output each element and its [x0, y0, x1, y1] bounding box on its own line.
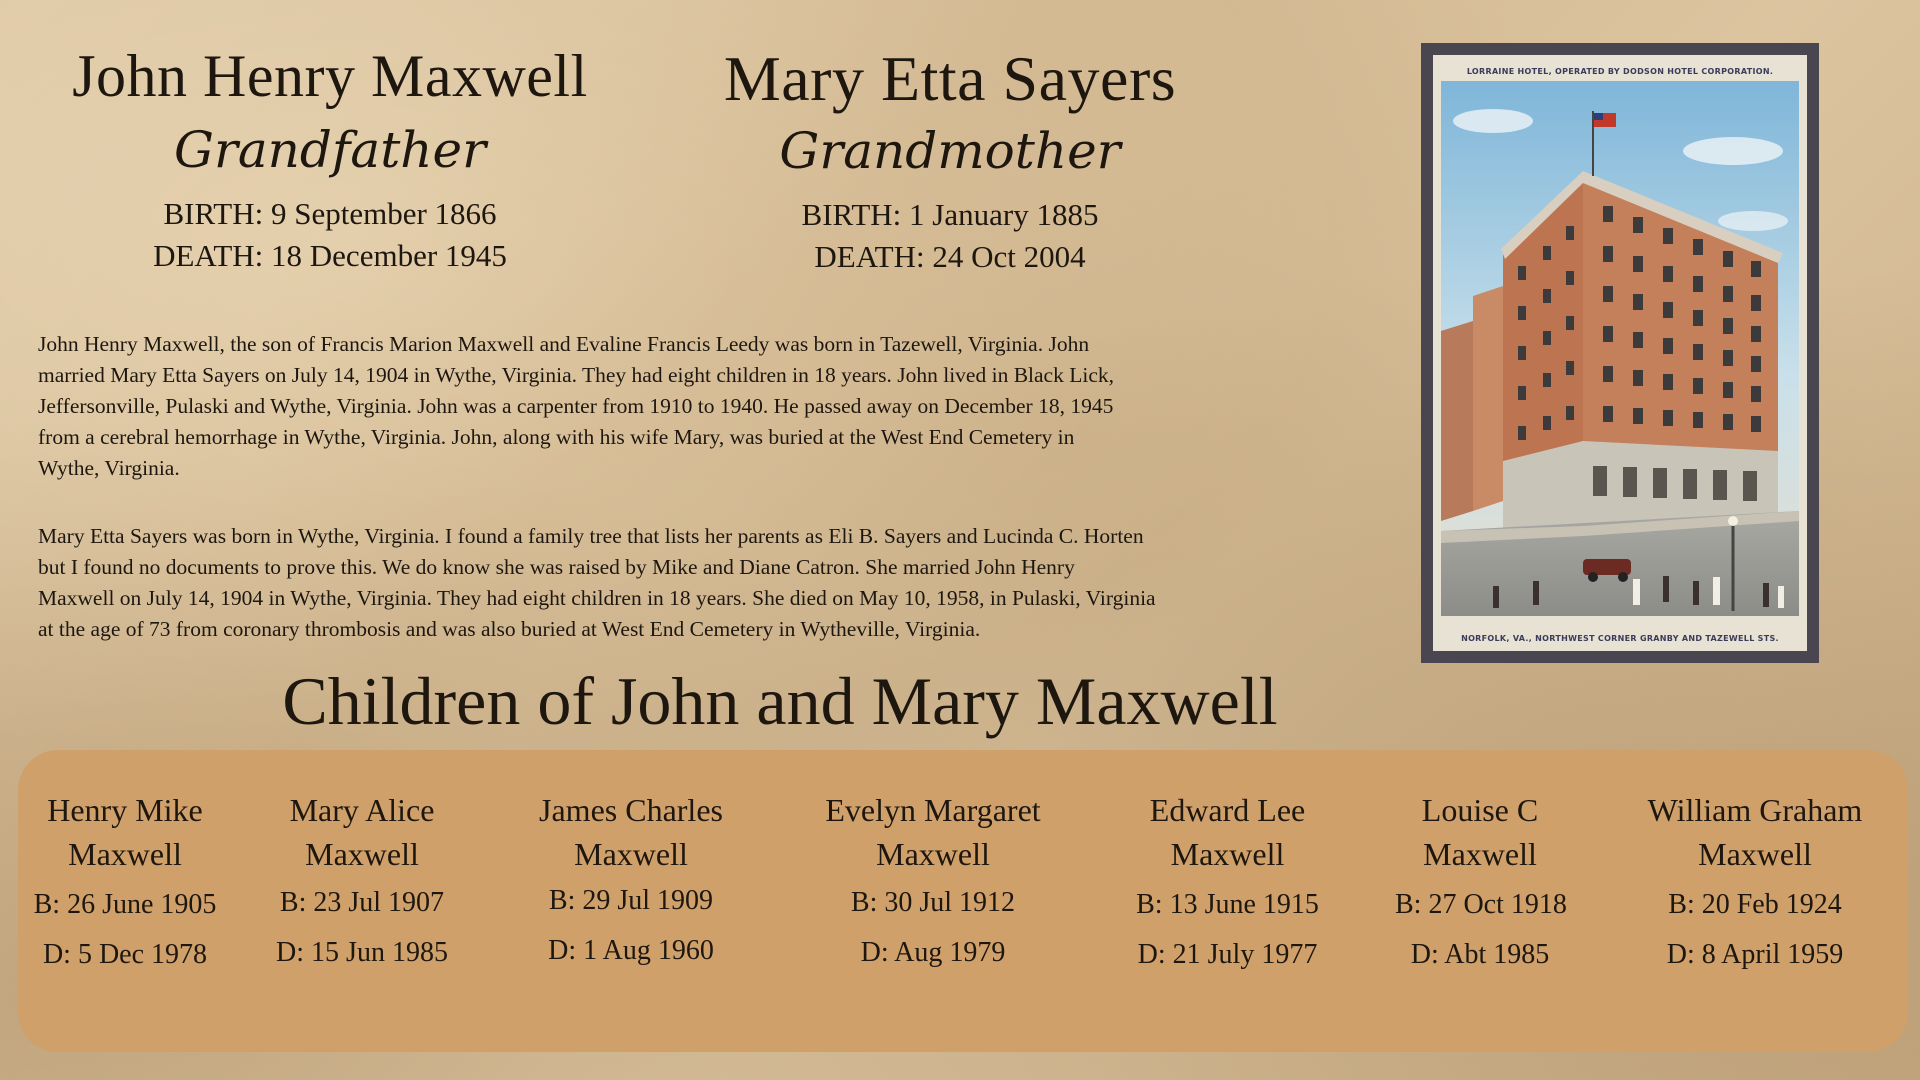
child-first-name: William Graham	[1647, 792, 1863, 828]
bio-mary-line: at the age of 73 from coronary thrombosis and was also buried at West End Cemetery in Wytheville, Virginia.	[38, 617, 981, 641]
child-edward-lee	[1120, 788, 1335, 980]
child-evelyn-margaret	[808, 788, 1058, 978]
bio-john-line: married Mary Etta Sayers on July 14, 1904 in Wythe, Virginia. They had eight children in 18 years. John lived in Black Lick,	[38, 363, 1114, 387]
bio-john-line: Wythe, Virginia.	[38, 456, 180, 480]
child-mary-alice	[262, 788, 462, 978]
child-last-name: Maxwell	[1170, 836, 1285, 872]
child-birth: B: 30 Jul 1912	[850, 887, 1016, 918]
child-first-name: James Charles	[539, 792, 723, 828]
child-death: D: 5 Dec 1978	[42, 939, 208, 970]
child-death: D: Aug 1979	[860, 937, 1006, 968]
child-birth: B: 23 Jul 1907	[279, 887, 445, 918]
child-first-name: Mary Alice	[289, 792, 435, 828]
child-first-name: Edward Lee	[1149, 792, 1306, 828]
bio-mary-line: but I found no documents to prove this. We do know she was raised by Mike and Diane Catron. She married John Henry	[38, 555, 1075, 579]
child-last-name: Maxwell	[305, 836, 419, 872]
child-death: D: 8 April 1959	[1666, 939, 1844, 970]
postcard-caption-bottom: NORFOLK, VA., NORTHWEST CORNER GRANBY AND TAZEWELL STS.	[1461, 634, 1779, 643]
bio-john-line: John Henry Maxwell, the son of Francis Marion Maxwell and Evaline Francis Leedy was born in Tazewell, Virginia. John	[38, 332, 1090, 356]
grandfather-birth: BIRTH: 9 September 1866	[163, 196, 497, 231]
child-birth: B: 29 Jul 1909	[548, 885, 714, 916]
grandmother-name: Mary Etta Sayers	[723, 43, 1177, 114]
grandmother-death: DEATH: 24 Oct 2004	[814, 239, 1086, 274]
child-last-name: Maxwell	[1698, 836, 1812, 872]
hotel-illustration	[1433, 81, 1807, 641]
child-death: D: 1 Aug 1960	[548, 935, 714, 966]
grandmother-role: Grandmother	[779, 122, 1121, 180]
child-first-name: Louise C	[1421, 792, 1539, 828]
bio-mary-line: Maxwell on July 14, 1904 in Wythe, Virginia. They had eight children in 18 years. She died on May 10, 1958, in Pulaski, Virginia	[38, 586, 1156, 610]
hotel-postcard	[1421, 43, 1819, 663]
child-death: D: 15 Jun 1985	[276, 937, 448, 968]
child-birth: B: 26 June 1905	[33, 889, 217, 920]
children-title: Children of John and Mary Maxwell	[282, 663, 1278, 739]
grandfather-death: DEATH: 18 December 1945	[153, 238, 507, 273]
grandmother-section	[660, 42, 1240, 278]
child-james-charles	[520, 788, 742, 976]
child-henry-mike	[30, 788, 220, 980]
child-last-name: Maxwell	[876, 836, 990, 872]
child-death: D: 21 July 1977	[1137, 939, 1318, 970]
child-louise-c	[1395, 788, 1565, 980]
bio-mary	[38, 521, 1338, 645]
grandfather-name: John Henry Maxwell	[72, 43, 588, 109]
child-william-graham	[1630, 788, 1880, 980]
child-last-name: Maxwell	[1423, 836, 1537, 872]
bio-john	[38, 329, 1338, 484]
child-first-name: Henry Mike	[47, 792, 203, 828]
grandfather-section	[60, 42, 600, 277]
bio-john-line: from a cerebral hemorrhage in Wythe, Virginia. John, along with his wife Mary, was buried at the West End Cemetery in	[38, 425, 1075, 449]
postcard-caption-top: LORRAINE HOTEL, OPERATED BY DODSON HOTEL CORPORATION.	[1466, 67, 1774, 76]
bio-mary-line: Mary Etta Sayers was born in Wythe, Virginia. I found a family tree that lists her parents as Eli B. Sayers and Lucinda C. Horten	[38, 524, 1144, 548]
child-death: D: Abt 1985	[1410, 939, 1550, 970]
child-birth: B: 27 Oct 1918	[1395, 889, 1567, 920]
grandmother-birth: BIRTH: 1 January 1885	[801, 197, 1099, 232]
child-last-name: Maxwell	[68, 836, 182, 872]
child-birth: B: 13 June 1915	[1136, 889, 1319, 920]
bio-john-line: Jeffersonville, Pulaski and Wythe, Virginia. John was a carpenter from 1910 to 1940. He passed away on December 18, 1945	[38, 394, 1114, 418]
postcard-image	[1433, 55, 1807, 651]
child-first-name: Evelyn Margaret	[825, 792, 1041, 828]
child-birth: B: 20 Feb 1924	[1668, 889, 1842, 920]
child-last-name: Maxwell	[574, 836, 688, 872]
grandfather-role: Grandfather	[174, 121, 486, 179]
